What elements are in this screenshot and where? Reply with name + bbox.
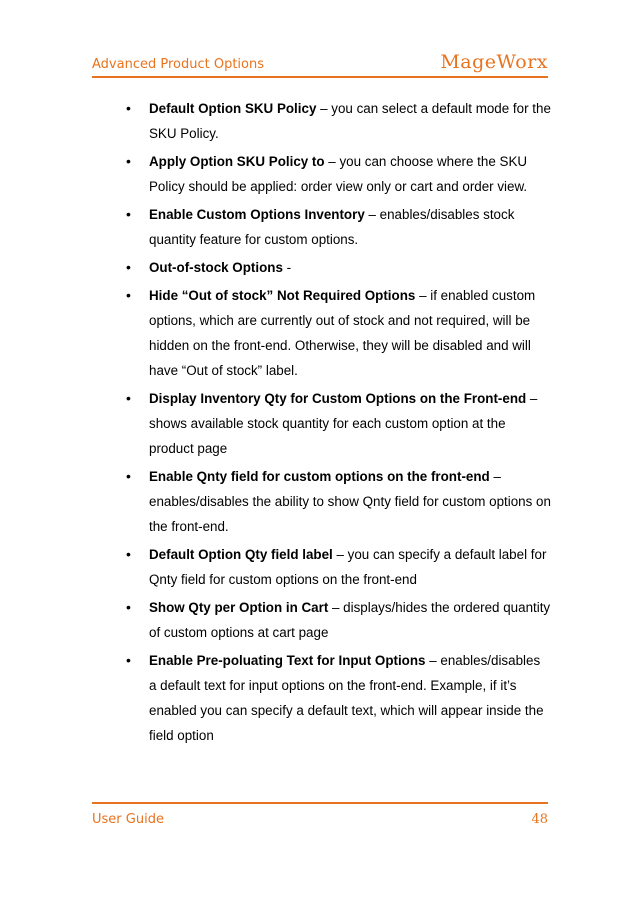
bullet-icon: • bbox=[126, 652, 131, 668]
bullet-icon: • bbox=[126, 287, 131, 303]
bullet-icon: • bbox=[126, 100, 131, 116]
option-description: - bbox=[282, 260, 292, 275]
option-term: Display Inventory Qty for Custom Options on the Front-end bbox=[149, 391, 527, 406]
bullet-icon: • bbox=[126, 546, 131, 562]
list-item bbox=[126, 542, 551, 592]
bullet-icon: • bbox=[126, 599, 131, 615]
list-item bbox=[126, 595, 551, 645]
list-item bbox=[126, 648, 551, 748]
option-term: Enable Pre-poluating Text for Input Options bbox=[149, 653, 426, 668]
footer-label: User Guide bbox=[92, 812, 164, 827]
option-description: – enables/disables stock quantity feature for custom options. bbox=[149, 207, 515, 247]
bullet-icon: • bbox=[126, 468, 131, 484]
option-term: Enable Custom Options Inventory bbox=[149, 207, 365, 222]
list-item bbox=[126, 255, 551, 280]
option-description: – enables/disables the ability to show Qnty field for custom options on the front-end. bbox=[149, 469, 551, 534]
bullet-icon: • bbox=[126, 153, 131, 169]
list-item bbox=[126, 386, 551, 461]
main-content bbox=[126, 96, 551, 751]
list-item bbox=[126, 202, 551, 252]
bullet-icon: • bbox=[126, 206, 131, 222]
bullet-icon: • bbox=[126, 390, 131, 406]
option-description: – displays/hides the ordered quantity of custom options at cart page bbox=[149, 600, 551, 640]
option-term: Apply Option SKU Policy to bbox=[149, 154, 325, 169]
option-description: – enables/disables a default text for input options on the front-end. Example, if it’s enabled you can specify a default text, which will appear inside the field option bbox=[149, 653, 544, 743]
list-item bbox=[126, 149, 551, 199]
list-item bbox=[126, 283, 551, 383]
page-header bbox=[92, 48, 548, 78]
brand-name: MageWorx bbox=[440, 51, 548, 73]
option-term: Hide “Out of stock” Not Required Options bbox=[149, 288, 416, 303]
option-term: Enable Qnty field for custom options on the front-end bbox=[149, 469, 490, 484]
document-title: Advanced Product Options bbox=[92, 57, 264, 72]
option-description: – shows available stock quantity for each custom option at the product page bbox=[149, 391, 538, 456]
header-divider bbox=[92, 76, 548, 78]
list-item bbox=[126, 96, 551, 146]
footer-divider bbox=[92, 802, 548, 804]
option-term: Show Qty per Option in Cart bbox=[149, 600, 329, 615]
option-list bbox=[126, 96, 551, 748]
option-term: Out-of-stock Options bbox=[149, 260, 283, 275]
page-number: 48 bbox=[531, 812, 548, 827]
list-item bbox=[126, 464, 551, 539]
option-term: Default Option SKU Policy bbox=[149, 101, 317, 116]
option-term: Default Option Qty field label bbox=[149, 547, 333, 562]
option-description: – you can choose where the SKU Policy should be applied: order view only or cart and order view. bbox=[149, 154, 528, 194]
option-description: – if enabled custom options, which are currently out of stock and not required, will be hidden on the front-end. Otherwise, they will be disabled and will have “Out of stock” label. bbox=[149, 288, 536, 378]
bullet-icon: • bbox=[126, 259, 131, 275]
option-description: – you can select a default mode for the SKU Policy. bbox=[149, 101, 551, 141]
option-description: – you can specify a default label for Qnty field for custom options on the front-end bbox=[149, 547, 547, 587]
page-footer bbox=[92, 802, 548, 827]
